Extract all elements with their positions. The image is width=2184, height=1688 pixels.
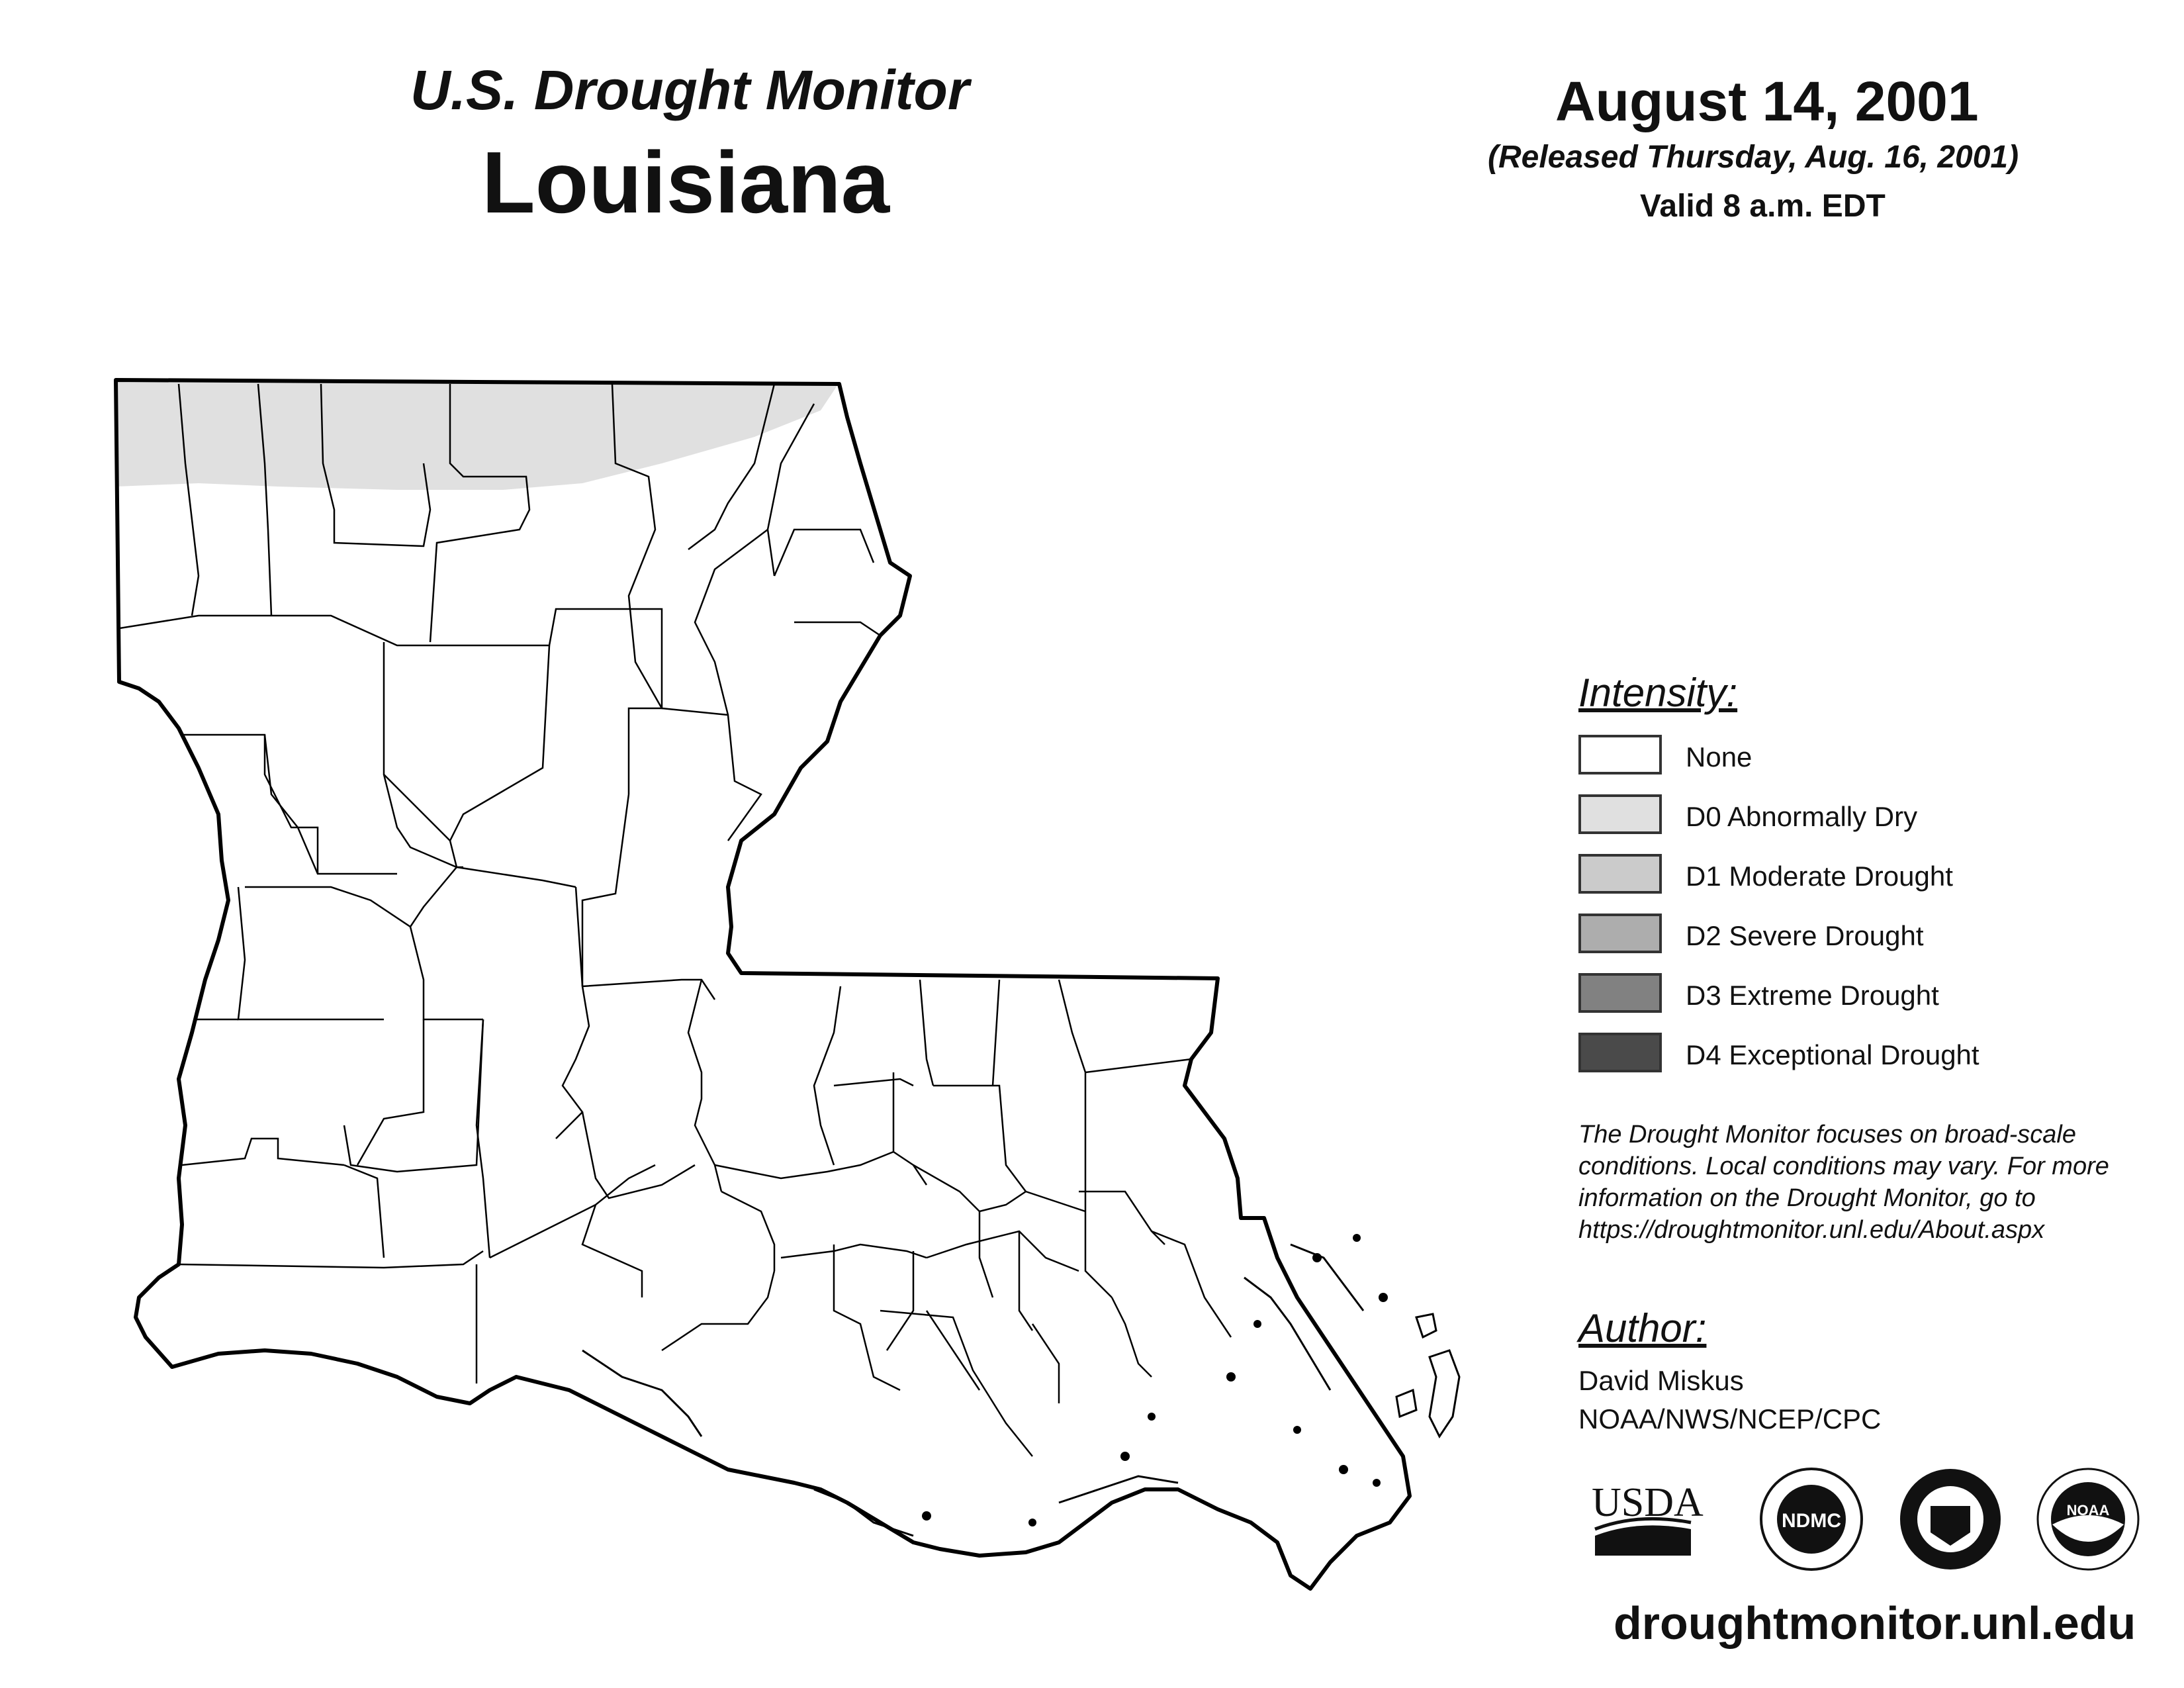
parish-boundaries	[116, 384, 1231, 1456]
legend-label: D3 Extreme Drought	[1686, 980, 1939, 1011]
legend-item-d0	[1578, 794, 2141, 837]
noaa-logo	[2038, 1469, 2138, 1570]
valid-time: Valid 8 a.m. EDT	[1640, 189, 1886, 224]
legend-swatch	[1578, 973, 1662, 1013]
legend-label: D1 Moderate Drought	[1686, 861, 1953, 892]
noaa-logo-text: NOAA	[2066, 1502, 2110, 1519]
ndmc-logo-text: NDMC	[1782, 1510, 1841, 1532]
legend-item-d4	[1578, 1033, 2141, 1075]
map-title: U.S. Drought Monitor	[410, 59, 970, 121]
legend-label: None	[1686, 741, 1752, 773]
legend-swatch	[1578, 1033, 1662, 1072]
legend-item-d3	[1578, 973, 2141, 1015]
usda-logo	[1592, 1480, 1704, 1556]
note-line: conditions. Local conditions may vary. For more	[1578, 1152, 2109, 1180]
ndmc-logo	[1761, 1469, 1862, 1570]
release-date: (Released Thursday, Aug. 16, 2001)	[1488, 140, 2019, 175]
website-url[interactable]: droughtmonitor.unl.edu	[1614, 1597, 2136, 1649]
coastal-marsh	[582, 1244, 1459, 1536]
note-link[interactable]: https://droughtmonitor.unl.edu/About.aspx	[1578, 1216, 2045, 1244]
legend-swatch	[1578, 914, 1662, 953]
disclaimer-note	[1578, 1119, 2174, 1246]
legend-label: D4 Exceptional Drought	[1686, 1039, 1979, 1070]
legend-swatch	[1578, 794, 1662, 834]
legend-swatch	[1578, 854, 1662, 894]
author-heading: Author:	[1578, 1306, 1707, 1350]
author-name: David Miskus	[1578, 1365, 1744, 1396]
legend-item-none	[1578, 735, 2141, 777]
legend-item-d1	[1578, 854, 2141, 896]
map-date: August 14, 2001	[1555, 70, 1979, 132]
legend-swatch	[1578, 735, 1662, 774]
note-line: information on the Drought Monitor, go to	[1578, 1184, 2036, 1212]
usda-logo-text: USDA	[1592, 1480, 1704, 1525]
note-line: The Drought Monitor focuses on broad-scale	[1578, 1121, 2076, 1149]
partner-logos	[1585, 1466, 2167, 1572]
author-organization: NOAA/NWS/NCEP/CPC	[1578, 1403, 1882, 1434]
coastal-islands	[922, 1234, 1388, 1526]
drought-d0-area	[116, 371, 847, 490]
commerce-seal-logo	[1900, 1469, 2001, 1570]
state-title: Louisiana	[482, 134, 890, 231]
state-outline	[116, 380, 1410, 1589]
legend-label: D2 Severe Drought	[1686, 920, 1924, 951]
legend-title: Intensity:	[1578, 671, 1738, 715]
legend-item-d2	[1578, 914, 2141, 956]
legend-label: D0 Abnormally Dry	[1686, 801, 1918, 832]
